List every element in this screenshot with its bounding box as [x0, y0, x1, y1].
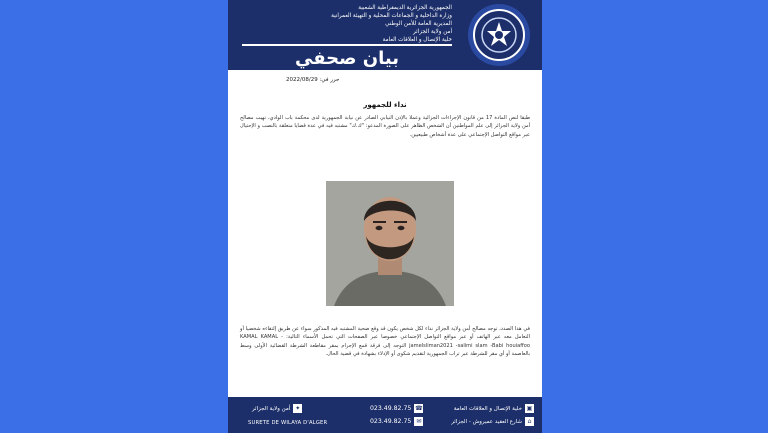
document-header	[228, 0, 542, 70]
police-emblem-icon	[468, 4, 530, 66]
issued-date-value: 2022/08/29	[286, 77, 318, 83]
phone-icon: ☎	[415, 405, 423, 412]
paragraph-intro: طبقا لنص المادة 17 من قانون الإجراءات الجزائية وعملا بالإذن النيابي الصادر عن نيابة الجمهورية لدى محكمة باب الوادي، تهيب مصالح أمن ولاية الجزائر إلى علم المواطنين أن الشخص الظاهر على الصورة المدعو: "ك.ك" مشتبه فيه في عدة قضايا متعلقة بالنصب و الإحتيال عبر مواقع التواصل الإجتماعي على عدة أشخاص طبيعيين.	[240, 115, 530, 138]
footer-right-text-1: خلية الإتصال و العلاقات العامة	[453, 405, 522, 412]
footer-phone-row-1	[370, 404, 423, 413]
footer-right-row-2	[451, 417, 534, 426]
issued-label: حرر في:	[319, 77, 340, 83]
fax-icon: ✉	[416, 418, 422, 425]
header-line: المديرية العامة للأمن الوطني	[385, 21, 452, 27]
location-icon: ⌂	[525, 417, 534, 426]
phone-number-1: 023.49.82.75	[370, 405, 412, 412]
footer-right-text-2: شارع العقيد عميروش - الجزائر	[451, 418, 522, 425]
badge-icon: ✦	[295, 405, 301, 412]
press-release-document	[228, 0, 542, 433]
document-footer	[228, 397, 542, 433]
press-release-title: بيان صحفي	[242, 44, 452, 70]
header-line: وزارة الداخلية و الجماعات المحلية و التهيئة العمرانية	[331, 13, 452, 19]
phone-number-2: 023.49.82.75	[370, 418, 412, 425]
footer-left-row	[252, 404, 302, 413]
footer-phone-row-2	[370, 417, 423, 426]
institution-lines	[242, 4, 452, 44]
header-line: خلية الإتصال و العلاقات العامة	[382, 37, 452, 43]
header-line: الجمهورية الجزائرية الديمقراطية الشعبية	[358, 5, 452, 11]
appeal-title: نداء للجمهور	[363, 101, 407, 109]
footer-left-latin: SURETE DE WILAYA D'ALGER	[248, 420, 328, 426]
header-line: أمن ولاية الجزائر	[413, 29, 452, 35]
footer-left-name: أمن ولاية الجزائر	[252, 405, 291, 412]
suspect-photo	[326, 181, 454, 306]
footer-right-row-1	[454, 404, 534, 413]
paragraph-appeal: في هذا الصدد، توجه مصالح أمن ولاية الجزائر نداء لكل شخص يكون قد وقع ضحية المشتبه فيه المذكور سواء عن طريق إلتقاءه شخصيا أو التعامل معه عبر الهاتف أو عبر مواقع التواصل الإجتماعي خصوصا عبر الصفحات التي تحمل الأسماء التالية: KAMAL KAMAL -jamelsliman2021 -salimi slam -Babi houiaffoo التوجه إلى فرقة قمع الإجرام بمقر مقاطعة الشرطة القضائية الأولى وسط بالعاصمة أو أي مقر للشرطة عبر تراب الجمهورية لتقديم شكوى أو الإدلاء بشهادة في قضية الحال.	[240, 326, 531, 358]
building-icon: ▣	[526, 405, 533, 412]
issued-date	[286, 77, 339, 83]
